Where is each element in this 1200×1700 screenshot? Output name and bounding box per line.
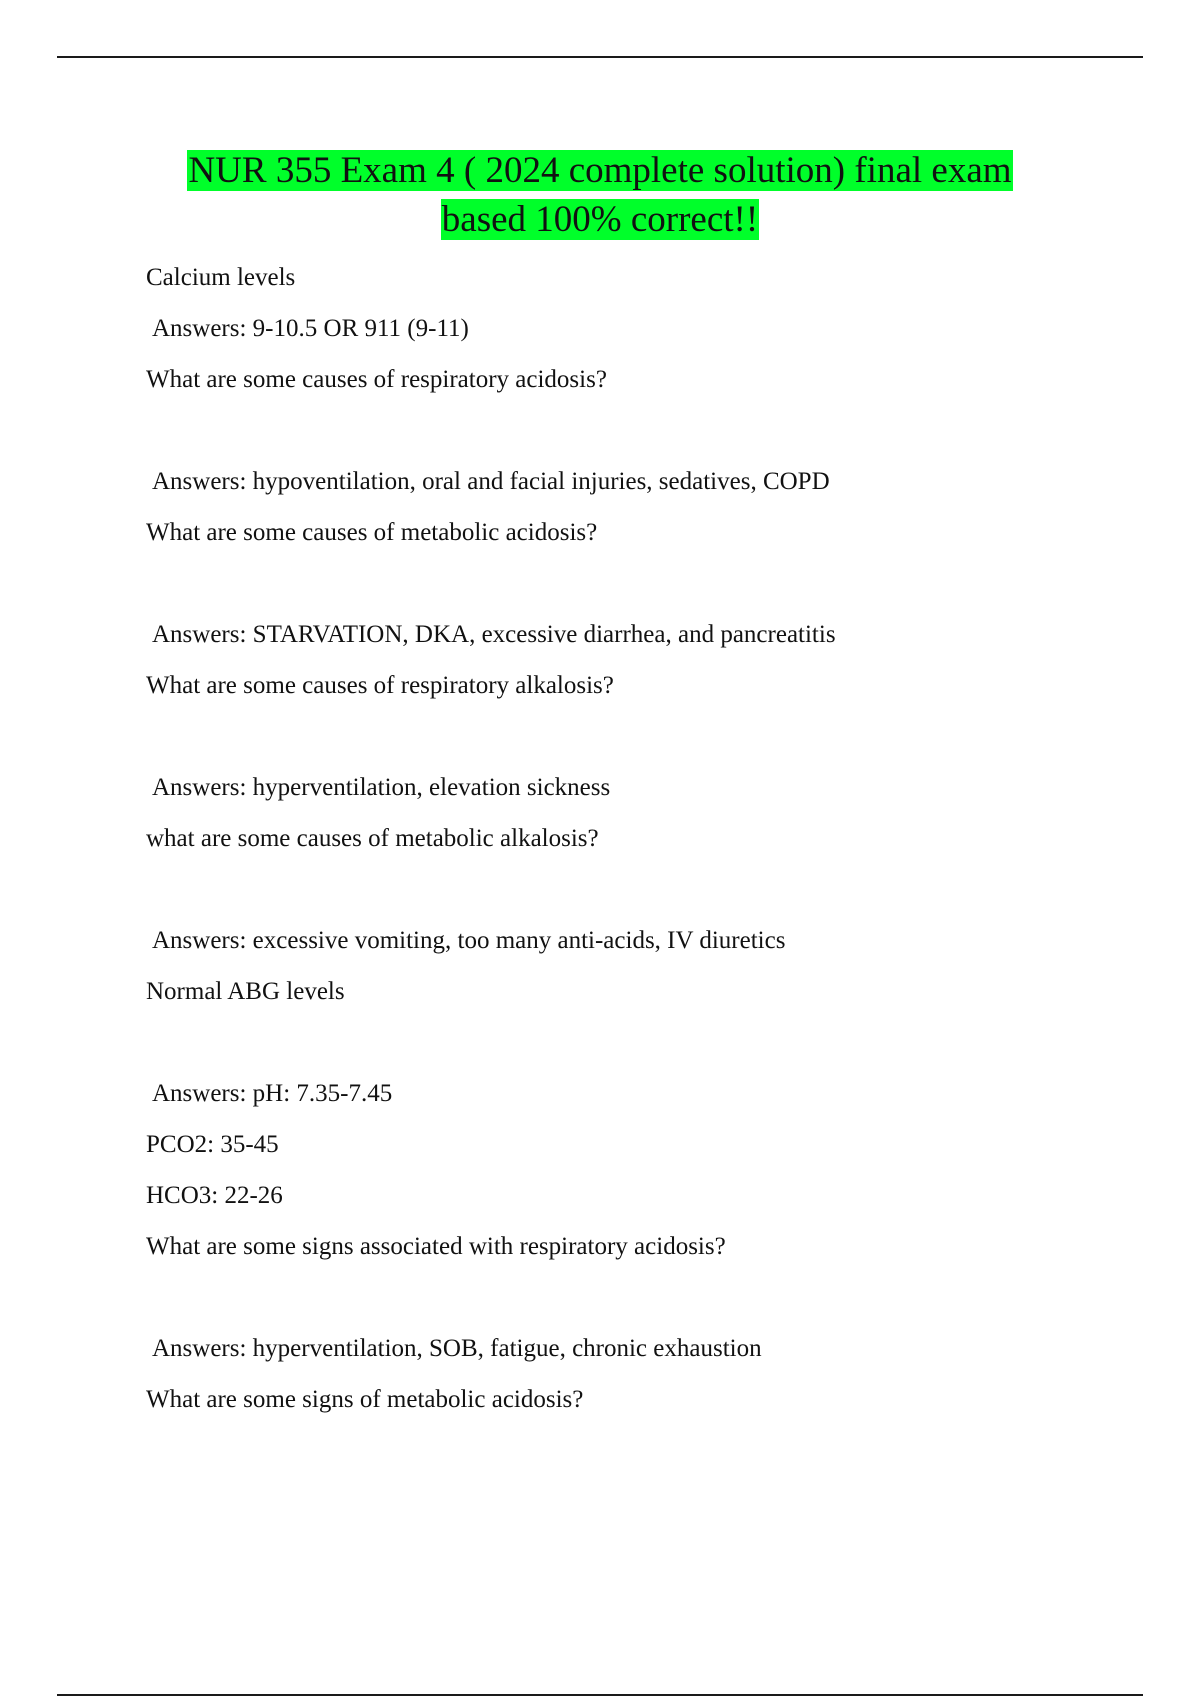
spacer	[146, 564, 1106, 615]
question-text: What are some signs associated with respiratory acidosis?	[146, 1233, 726, 1260]
answer-extra-text: PCO2: 35-45	[146, 1131, 279, 1158]
answer-text: Answers: excessive vomiting, too many anti-acids, IV diuretics	[152, 927, 786, 954]
spacer	[146, 1023, 1106, 1074]
question-text: What are some causes of respiratory acidosis?	[146, 366, 607, 393]
title-line-1: NUR 355 Exam 4 ( 2024 complete solution) final exam	[188, 150, 1012, 191]
question-text: what are some causes of metabolic alkalosis?	[146, 825, 599, 852]
answer-text: Answers: hyperventilation, SOB, fatigue, chronic exhaustion	[152, 1335, 762, 1362]
answer-extra-text: HCO3: 22-26	[146, 1182, 283, 1209]
spacer	[146, 1278, 1106, 1329]
spacer	[146, 411, 1106, 462]
spacer	[146, 870, 1106, 921]
answer-text: Answers: pH: 7.35-7.45	[152, 1080, 393, 1107]
question-text: What are some causes of metabolic acidosis?	[146, 519, 598, 546]
answer-text: Answers: hypoventilation, oral and facial injuries, sedatives, COPD	[152, 468, 830, 495]
answer-text: Answers: 9-10.5 OR 911 (9-11)	[152, 315, 469, 342]
document-title	[0, 146, 1200, 244]
qa-content	[146, 258, 1106, 1431]
question-text: Normal ABG levels	[146, 978, 345, 1005]
answer-text: Answers: STARVATION, DKA, excessive diarrhea, and pancreatitis	[152, 621, 836, 648]
question-text: What are some causes of respiratory alkalosis?	[146, 672, 614, 699]
bottom-rule	[57, 1694, 1143, 1696]
answer-text: Answers: hyperventilation, elevation sickness	[152, 774, 611, 801]
top-rule	[57, 56, 1143, 58]
question-text: Calcium levels	[146, 264, 296, 291]
title-line-2: based 100% correct!!	[441, 199, 759, 240]
question-text: What are some signs of metabolic acidosis?	[146, 1386, 584, 1413]
spacer	[146, 717, 1106, 768]
